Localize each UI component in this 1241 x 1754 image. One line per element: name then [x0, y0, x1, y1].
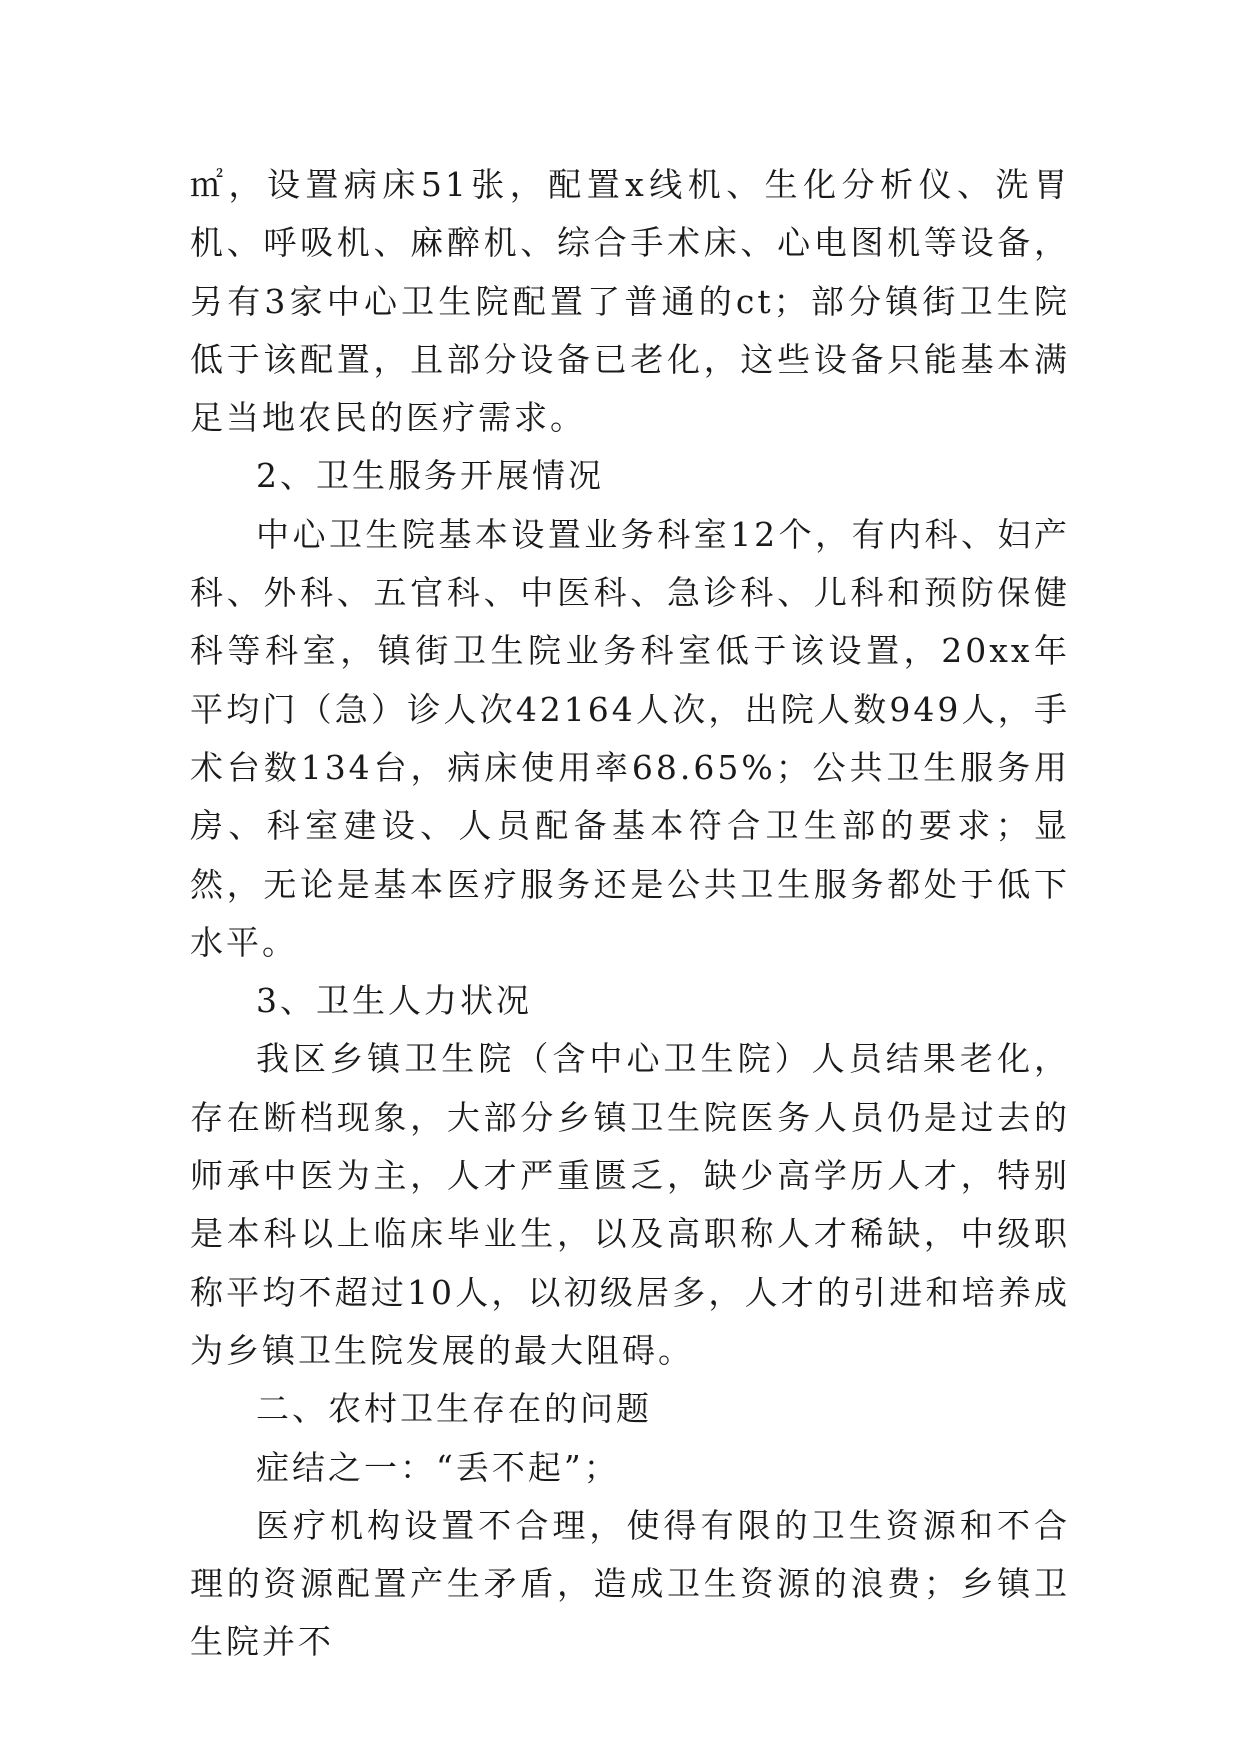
paragraph-health-services: 中心卫生院基本设置业务科室12个，有内科、妇产科、外科、五官科、中医科、急诊科、儿科和预防保健科等科室，镇街卫生院业务科室低于该设置，20xx年平均门（急）诊人次42164人次，出院人数949人，手术台数134台，病床使用率68.65%；公共卫生服务用房、科室建设、人员配备基本符合卫生部的要求；显然，无论是基本医疗服务还是公共卫生服务都处于低下水平。 [190, 514, 1070, 962]
heading-rural-problems: 二、农村卫生存在的问题 [256, 1389, 652, 1429]
heading-crux-one: 症结之一：“丢不起”； [256, 1447, 620, 1487]
paragraph-human-resources: 我区乡镇卫生院（含中心卫生院）人员结果老化，存在断档现象，大部分乡镇卫生院医务人员仍是过去的师承中医为主，人才严重匮乏，缺少高学历人才，特别是本科以上临床毕业生，以及高职称人才稀缺，中级职称平均不超过10人，以初级居多，人才的引进和培养成为乡镇卫生院发展的最大阻碍。 [190, 1039, 1070, 1370]
paragraph-institution-setup: 医疗机构设置不合理，使得有限的卫生资源和不合理的资源配置产生矛盾，造成卫生资源的浪费；乡镇卫生院并不 [190, 1505, 1070, 1662]
document-body [190, 156, 1070, 1672]
heading-human-resources: 3、卫生人力状况 [256, 981, 532, 1021]
heading-health-services: 2、卫生服务开展情况 [256, 456, 604, 496]
paragraph-equipment-continued: ㎡，设置病床51张，配置x线机、生化分析仪、洗胃机、呼吸机、麻醉机、综合手术床、心电图机等设备，另有3家中心卫生院配置了普通的ct；部分镇街卫生院低于该配置，且部分设备已老化，这些设备只能基本满足当地农民的医疗需求。 [190, 165, 1070, 438]
